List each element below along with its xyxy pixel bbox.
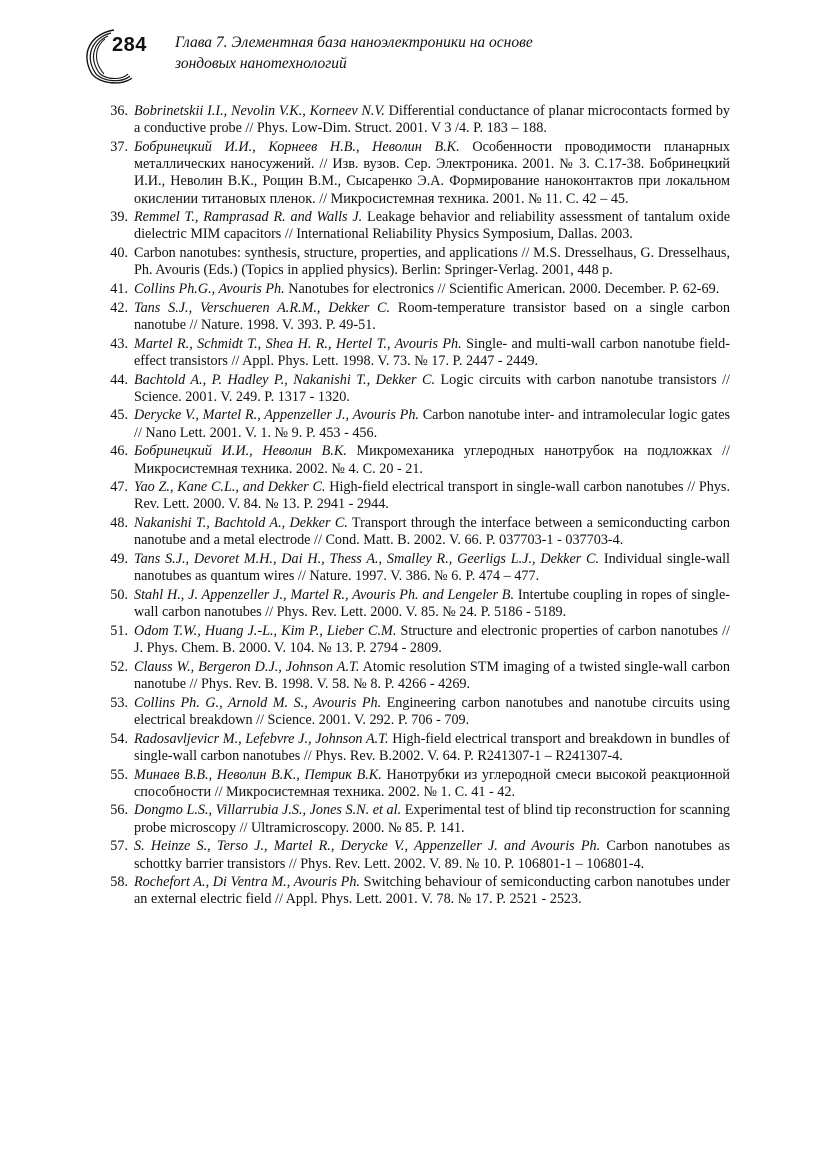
reference-item	[104, 731, 730, 765]
reference-list	[104, 103, 730, 910]
reference-number: 48.	[110, 515, 128, 532]
reference-item	[104, 551, 730, 585]
reference-item	[104, 281, 730, 298]
reference-text: Individual single-wall nanotubes as quantum wires // Nature. 1997. V. 386. № 6. P. 474 – 477.	[134, 551, 730, 585]
reference-item	[104, 695, 730, 729]
reference-number: 36.	[110, 103, 128, 119]
reference-authors: Rochefort A., Di Ventra M., Avouris Ph.	[134, 874, 360, 891]
reference-number: 46.	[110, 443, 128, 460]
reference-text: Carbon nanotube inter- and intramolecular logic gates // Nano Lett. 2001. V. 1. № 9. P. 453 - 456.	[134, 407, 731, 441]
reference-item	[104, 372, 730, 406]
reference-item	[104, 443, 730, 477]
reference-item	[104, 103, 730, 137]
reference-text: Differential conductance of planar microcontacts formed by a conductive probe // Phys. Low-Dim. Struct. 2001. V 3 /4. P. 183 – 188.	[134, 103, 731, 137]
reference-authors: Stahl H., J. Appenzeller J., Martel R., Avouris Ph. and Lengeler B.	[134, 586, 514, 603]
reference-authors: Dongmo L.S., Villarrubia J.S., Jones S.N. et al.	[134, 802, 402, 819]
reference-authors: Odom T.W., Huang J.-L., Kim P., Lieber C.M.	[134, 622, 397, 639]
reference-authors: Tans S.J., Devoret M.H., Dai H., Thess A., Smalley R., Geerligs L.J., Dekker C.	[134, 551, 600, 568]
reference-number: 42.	[110, 299, 128, 316]
reference-authors: Remmel T., Ramprasad R. and Walls J.	[134, 209, 363, 226]
reference-item	[104, 659, 730, 693]
reference-number: 55.	[110, 766, 128, 783]
reference-number: 40.	[110, 245, 128, 262]
reference-number: 56.	[110, 802, 128, 819]
reference-item	[104, 515, 730, 549]
reference-authors: Collins Ph.G., Avouris Ph.	[134, 281, 285, 298]
reference-item	[104, 802, 730, 836]
page-header	[70, 26, 770, 84]
chapter-title-line-2: зондовых нанотехнологий	[175, 55, 347, 72]
reference-text: High-field electrical transport in single-wall carbon nanotubes // Phys. Rev. Lett. 2000. V. 84. № 13. P. 2941 - 2944.	[134, 479, 730, 513]
chapter-title	[175, 32, 533, 74]
reference-item	[104, 139, 730, 208]
reference-authors: Clauss W., Bergeron D.J., Johnson A.T.	[134, 658, 360, 675]
reference-number: 52.	[110, 658, 128, 675]
reference-number: 44.	[110, 371, 128, 388]
reference-item	[104, 623, 730, 657]
reference-item	[104, 874, 730, 908]
reference-text: Nanotubes for electronics // Scientific American. 2000. December. P. 62-69.	[288, 281, 720, 298]
reference-item	[104, 767, 730, 801]
reference-item	[104, 407, 730, 441]
reference-authors: Бобринецкий И.И., Неволин В.К.	[134, 443, 347, 460]
reference-text: Transport through the interface between a semiconducting carbon nanotube and a metal electrode // Cond. Matt. B. 2002. V. 66. P. 037703-1 - 037703-4.	[134, 515, 730, 549]
reference-text: Микромеханика углеродных нанотрубок на подложках // Микросистемная техника. 2002. № 4. С. 20 - 21.	[134, 443, 730, 477]
reference-authors: Martel R., Schmidt T., Shea H. R., Hertel T., Avouris Ph.	[134, 335, 462, 352]
reference-number: 57.	[110, 838, 128, 855]
page-number: 284	[112, 34, 147, 56]
reference-item	[104, 336, 730, 370]
reference-authors: Бобринецкий И.И., Корнеев Н.В., Неволин В.К.	[134, 138, 460, 155]
reference-authors: Derycke V., Martel R., Appenzeller J., Avouris Ph.	[134, 407, 419, 424]
reference-item	[104, 245, 730, 279]
reference-number: 54.	[110, 730, 128, 747]
reference-item	[104, 209, 730, 243]
reference-authors: Radosavljevicr M., Lefebvre J., Johnson A.T.	[134, 730, 389, 747]
reference-number: 51.	[110, 622, 128, 639]
reference-number: 47.	[110, 479, 128, 496]
reference-item	[104, 838, 730, 872]
reference-number: 39.	[110, 209, 128, 226]
reference-text: Experimental test of blind tip reconstruction for scanning probe microscopy // Ultramicroscopy. 2000. № 85. P. 141.	[134, 802, 730, 836]
reference-text: Carbon nanotubes as schottky barrier transistors // Phys. Rev. Lett. 2002. V. 89. № 10. P. 106801-1 – 106801-4.	[134, 838, 730, 872]
reference-text: Carbon nanotubes: synthesis, structure, properties, and applications // M.S. Dresselhaus, G. Dresselhaus, Ph. Avouris (Eds.) (Topics in applied physics). Berlin: Springer-Verlag. 2001, 448 p.	[134, 245, 730, 279]
reference-text: Logic circuits with carbon nanotube transistors // Science. 2001. V. 249. P. 1317 - 1320.	[134, 371, 731, 405]
reference-text: Atomic resolution STM imaging of a twisted single-wall carbon nanotube // Phys. Rev. B. 1998. V. 58. № 8. P. 4266 - 4269.	[134, 658, 730, 692]
reference-number: 53.	[110, 694, 128, 711]
reference-text: Leakage behavior and reliability assessment of tantalum oxide dielectric MIM capacitors // International Reliability Physics Symposium, Dallas. 2003.	[134, 209, 730, 243]
reference-text: Structure and electronic properties of carbon nanotubes // J. Phys. Chem. B. 2000. V. 104. № 13. P. 2794 - 2809.	[134, 622, 730, 657]
reference-item	[104, 587, 730, 621]
reference-number: 45.	[110, 407, 128, 424]
chapter-title-line-1: Глава 7. Элементная база наноэлектроники на основе	[175, 34, 533, 51]
reference-authors: Bobrinetskii I.I., Nevolin V.K., Korneev N.V.	[134, 103, 385, 119]
reference-authors: Минаев В.В., Неволин В.К., Петрик В.К.	[134, 766, 382, 783]
reference-text: Engineering carbon nanotubes and nanotube circuits using electrical breakdown // Science. 2001. V. 292. P. 706 - 709.	[134, 694, 730, 728]
reference-item	[104, 300, 730, 334]
reference-text: Особенности проводимости планарных металлических наносужений. // Изв. вузов. Сер. Электроника. 2001. № 3. С.17-38. Бобринецкий И.И., Неволин В.К., Рощин В.М., Сысаренко Э.А. Формирование наноконтактов при локальном окислении титановых пленок. // Микросистемная техника. 2001. № 11. С. 42 – 45.	[134, 138, 730, 207]
reference-number: 43.	[110, 335, 128, 352]
reference-number: 50.	[110, 586, 128, 603]
reference-text: Switching behaviour of semiconducting carbon nanotubes under an external electric field // Appl. Phys. Lett. 2001. V. 78. № 17. P. 2521 - 2523.	[134, 874, 730, 908]
reference-authors: Yao Z., Kane C.L., and Dekker C.	[134, 479, 326, 496]
reference-item	[104, 479, 730, 513]
reference-text: Intertube coupling in ropes of single-wall carbon nanotubes // Phys. Rev. Lett. 2000. V. 85. № 24. P. 5186 - 5189.	[134, 586, 730, 621]
reference-authors: Collins Ph. G., Arnold M. S., Avouris Ph.	[134, 694, 382, 711]
reference-number: 41.	[110, 281, 128, 298]
reference-authors: S. Heinze S., Terso J., Martel R., Derycke V., Appenzeller J. and Avouris Ph.	[134, 838, 601, 855]
reference-text: Single- and multi-wall carbon nanotube field-effect transistors // Appl. Phys. Lett. 1998. V. 73. № 17. P. 2447 - 2449.	[134, 335, 730, 369]
reference-text: Нанотрубки из углеродной смеси высокой реакционной способности // Микросистемная техника. 2002. № 1. С. 41 - 42.	[134, 766, 730, 800]
reference-text: Room-temperature transistor based on a single carbon nanotube // Nature. 1998. V. 393. P. 49-51.	[134, 299, 731, 333]
reference-number: 58.	[110, 874, 128, 891]
reference-authors: Tans S.J., Verschueren A.R.M., Dekker C.	[134, 299, 391, 316]
reference-authors: Nakanishi T., Bachtold A., Dekker C.	[134, 515, 348, 532]
reference-authors: Bachtold A., P. Hadley P., Nakanishi T., Dekker C.	[134, 371, 435, 388]
reference-number: 49.	[110, 551, 128, 568]
reference-text: High-field electrical transport and breakdown in bundles of single-wall carbon nanotubes // Phys. Rev. B.2002. V. 64. P. R241307-1 – R241307-4.	[134, 730, 731, 764]
reference-number: 37.	[110, 138, 128, 155]
